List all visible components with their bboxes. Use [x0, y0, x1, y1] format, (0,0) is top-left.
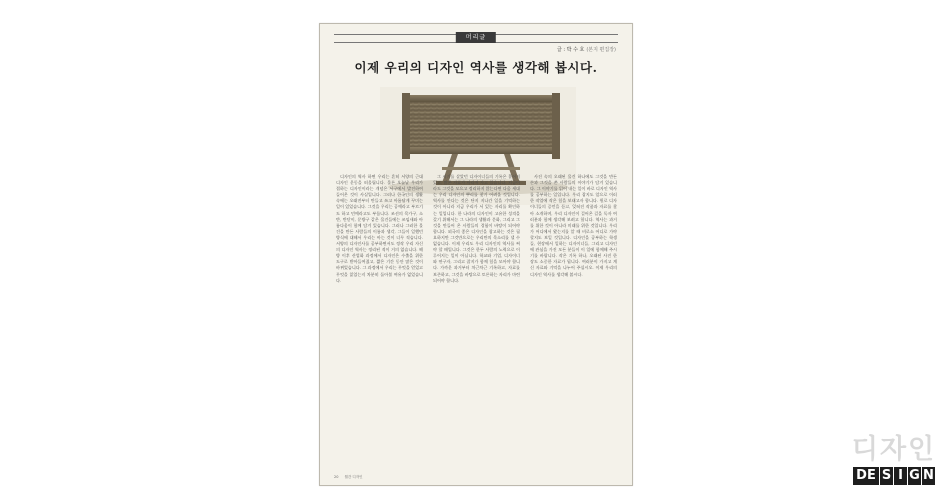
- body-column-2: [433, 174, 520, 470]
- column-text: 그 시기를 살았던 디자이너들의 기록은 흩어져 있고, 많은 자료가 사라져 가고 있습니다. 지금이라도 그것을 모으고 정리하지 않는다면 다음 세대는 우리 디자인의 뿌리를 찾기 어려울 것입니다. 역사를 안다는 것은 단지 지나간 일을 기억하는 것이 아니라 지금 우리가 서 있는 자리를 확인하는 일입니다. 한 나라의 디자인이 고유한 성격을 갖기 위해서는 그 나라의 생활과 문화, 그리고 그것을 만들어 온 사람들의 경험이 바탕이 되어야 합니다. 외국의 좋은 디자인을 참고하는 것은 필요하지만 그것만으로는 우리만의 목소리를 낼 수 없습니다. 이제 우리도 우리 디자인의 역사를 써야 할 때입니다. 그것은 한두 사람의 노력으로 이루어지는 일이 아닙니다. 학교와 기업, 디자이너와 연구자, 그리고 잡지가 함께 힘을 모아야 합니다. 가까운 과거부터 차근차근 기록하고, 자료를 보존하고, 그것을 바탕으로 토론하는 자리가 마련되어야 합니다.: [433, 174, 520, 283]
- page-number: 20: [334, 475, 339, 479]
- byline-author: 글 : 박 수 호: [556, 47, 585, 53]
- column-text: 사진 속의 오래된 물건 하나에도 그것을 만든 손과 그것을 쓴 사람들의 이야기가 담겨 있습니다. 그 이야기를 읽어 내는 일이 바로 디자인 역사를 공부하는 일입니다. 우리 잡지도 앞으로 이러한 작업에 작은 힘을 보태고자 합니다. 원로 디자이너들의 증언을 듣고, 잊혀진 작품과 자료를 찾아 소개하며, 우리 디자인이 걸어온 길을 독자 여러분과 함께 생각해 보려고 합니다. 역사는 과거를 위한 것이 아니라 미래를 위한 것입니다. 우리가 어디에서 왔는지를 알 때 비로소 어디로 가야 할지도 보일 것입니다. 디자인을 공부하는 학생들, 현장에서 일하는 디자이너들, 그리고 디자인에 관심을 가진 모든 분들이 이 일에 함께해 주시기를 바랍니다. 작은 기록 하나, 오래된 사진 한 장도 소중한 자료가 됩니다. 여러분이 가지고 계신 자료와 기억을 나누어 주십시오. 이제 우리의 디자인 역사를 생각해 봅시다.: [530, 174, 617, 277]
- section-tag: 머리글: [456, 32, 496, 43]
- byline: [557, 46, 616, 53]
- watermark-letter: DE: [853, 467, 879, 485]
- watermark-letter: G: [909, 468, 920, 483]
- article-body: [336, 174, 617, 470]
- watermark-korean: 디자인: [851, 434, 937, 465]
- magazine-page: [319, 23, 633, 486]
- body-column-1: [336, 174, 423, 470]
- brand-watermark: [848, 435, 940, 493]
- watermark-english: [848, 467, 940, 485]
- watermark-letter: I: [894, 467, 907, 485]
- body-column-3: [530, 174, 617, 470]
- column-text: 디자인의 역사 하면 우리는 흔히 서양의 근대 디자인 운동을 떠올립니다. 물론 오늘날 우리가 접하는 디자인이라는 개념은 서구에서 발전하여 들어온 것이 사실입니다. 그러나 한국인의 생활 속에는 오래전부터 만들고 쓰고 아름답게 꾸미는 일이 있었습니다. 그것을 우리는 공예라고 부르기도 하고 민예라고도 부릅니다. 조선의 목가구, 소반, 반닫이, 문방구 같은 물건들에는 쓰임새와 아름다움이 함께 담겨 있습니다. 그러나 그러한 물건을 만든 사람들의 이름과 생각, 그들이 일했던 방식에 대해서 우리는 아는 것이 너무 적습니다. 서양의 디자인사를 공부하면서도 정작 우리 자신의 디자인 역사는 정리된 적이 거의 없습니다. 해방 이후 산업화 과정에서 디자인은 수출을 위한 도구로 받아들여졌고, 짧은 기간 동안 많은 것이 바뀌었습니다. 그 과정에서 우리는 무엇을 얻었고 무엇을 잃었는지 차분히 돌아볼 여유가 없었습니다.: [336, 174, 423, 283]
- watermark-letter: N: [923, 468, 934, 483]
- watermark-letter: S: [881, 468, 892, 483]
- article-headline: 이제 우리의 디자인 역사를 생각해 봅시다.: [354, 60, 598, 75]
- byline-role: (본지 편집장): [586, 47, 616, 53]
- page-footer: [334, 474, 618, 480]
- magazine-name: 월간 디자인: [344, 474, 363, 479]
